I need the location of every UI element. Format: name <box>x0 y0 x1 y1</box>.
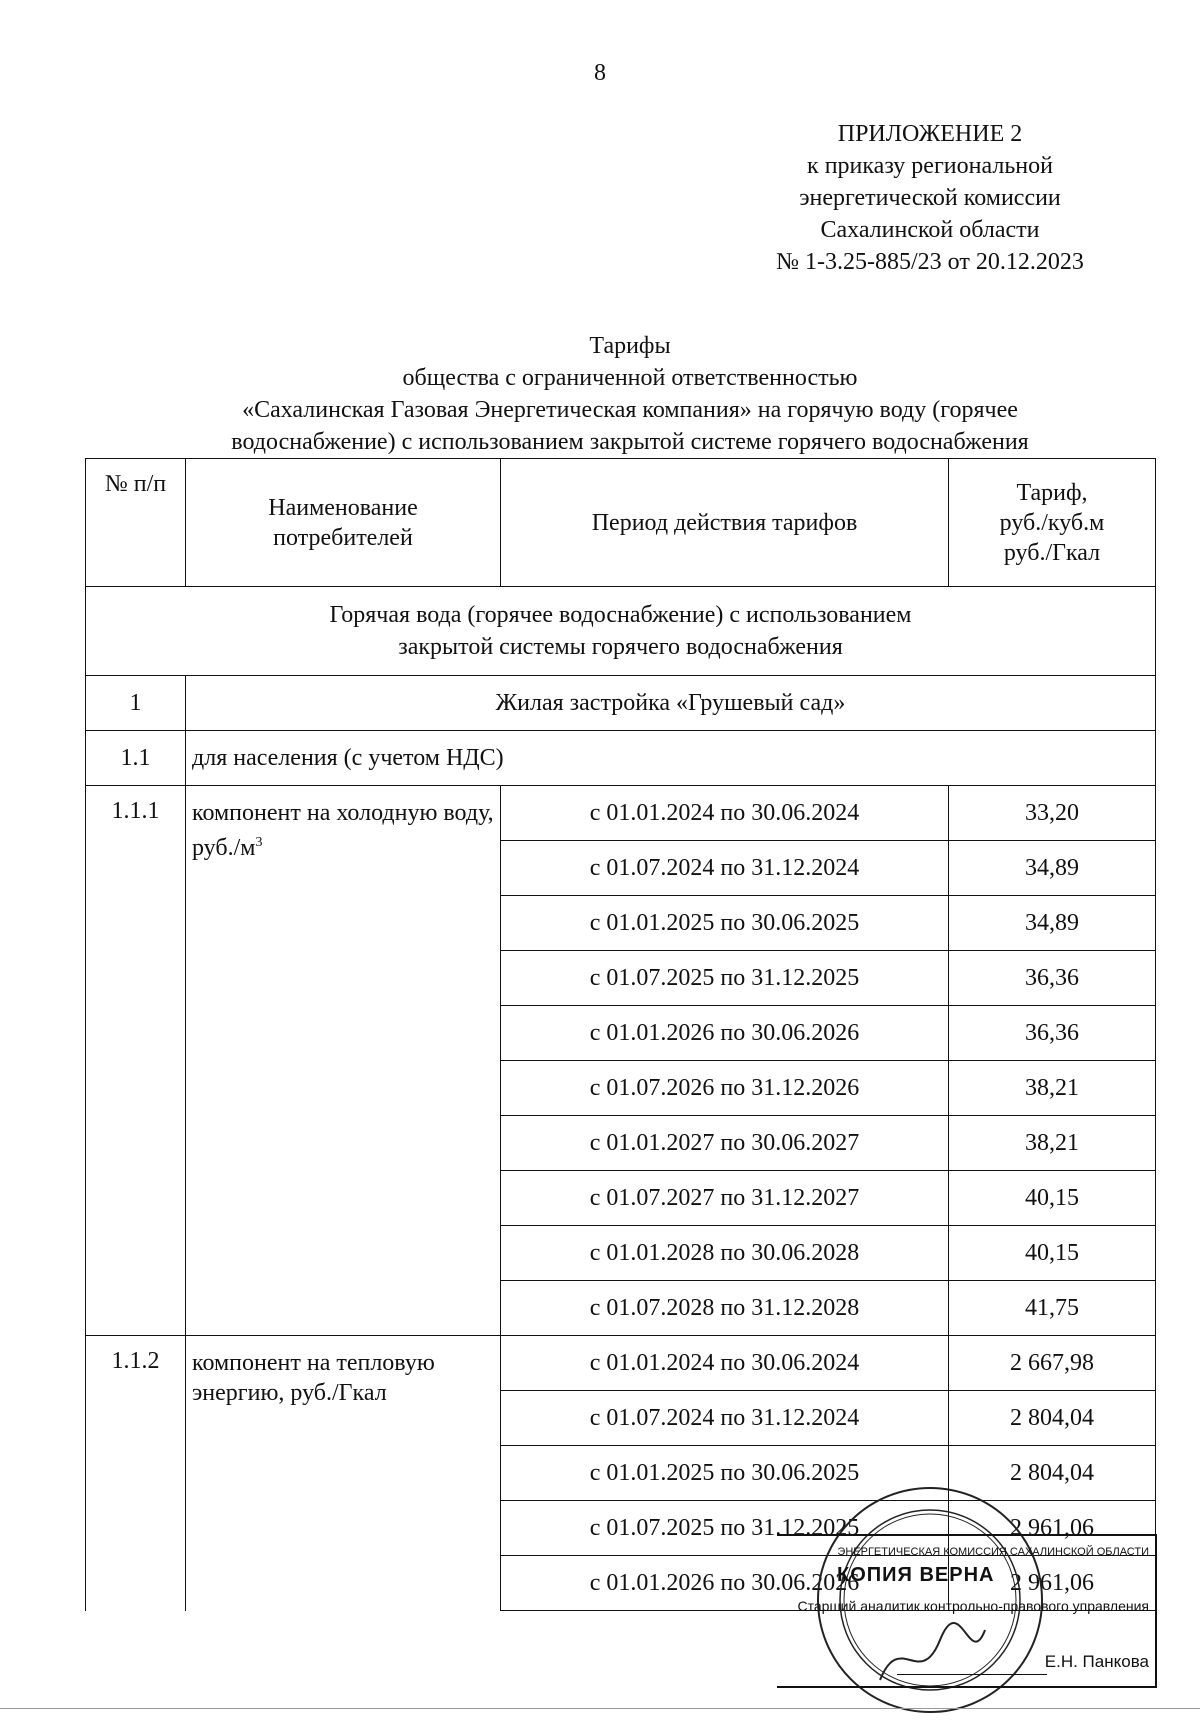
stamp-verified-label: КОПИЯ ВЕРНА <box>837 1564 995 1586</box>
header-name <box>186 459 501 587</box>
page-number: 8 <box>594 60 606 86</box>
title-line: водоснабжение) с использованием закрытой системе горячего водоснабжения <box>231 429 1029 455</box>
component-name <box>186 786 501 1336</box>
signature-line <box>897 1674 1047 1675</box>
header-tariff-line: руб./Гкал <box>1003 539 1101 566</box>
tariff-value: 36,36 <box>949 1006 1156 1061</box>
tariff-period: с 01.01.2027 по 30.06.2027 <box>501 1116 949 1171</box>
stamp-organization: ЭНЕРГЕТИЧЕСКАЯ КОМИССИЯ САХАЛИНСКОЙ ОБЛАСТИ <box>837 1546 1149 1558</box>
tariff-period: с 01.07.2028 по 31.12.2028 <box>501 1281 949 1336</box>
table-row <box>86 1336 1156 1391</box>
table-row <box>86 786 1156 841</box>
header-num: № п/п <box>86 459 186 587</box>
tariff-period: с 01.01.2028 по 30.06.2028 <box>501 1226 949 1281</box>
table-row <box>86 731 1156 786</box>
tariff-period: с 01.01.2025 по 30.06.2025 <box>501 1446 949 1501</box>
copy-certification-stamp <box>777 1534 1157 1688</box>
tariff-period: с 01.07.2026 по 31.12.2026 <box>501 1061 949 1116</box>
tariff-period: с 01.07.2024 по 31.12.2024 <box>501 1391 949 1446</box>
appendix-order-number: № 1-3.25-885/23 от 20.12.2023 <box>776 249 1084 275</box>
title-line: Тарифы <box>589 333 671 359</box>
consumer-group: для населения (с учетом НДС) <box>186 731 1156 786</box>
tariff-period: с 01.07.2027 по 31.12.2027 <box>501 1171 949 1226</box>
row-number: 1 <box>86 676 186 731</box>
tariff-value: 33,20 <box>949 786 1156 841</box>
appendix-line: энергетической комиссии <box>799 185 1061 211</box>
tariff-value: 2 804,04 <box>949 1391 1156 1446</box>
tariff-period: с 01.07.2025 по 31.12.2025 <box>501 951 949 1006</box>
title-line: общества с ограниченной ответственностью <box>402 365 858 391</box>
tariff-value: 2 804,04 <box>949 1446 1156 1501</box>
section-row <box>86 587 1156 676</box>
component-name: компонент на тепловую энергию, руб./Гкал <box>186 1336 501 1611</box>
tariff-value: 38,21 <box>949 1061 1156 1116</box>
tariff-value: 40,15 <box>949 1226 1156 1281</box>
tariff-value: 34,89 <box>949 841 1156 896</box>
tariff-period: с 01.01.2024 по 30.06.2024 <box>501 786 949 841</box>
header-name-line: Наименование <box>268 494 418 521</box>
component-name-text: компонент на холодную воду, руб./м <box>192 800 494 861</box>
appendix-line: к приказу региональной <box>807 153 1053 179</box>
unit-exponent: 3 <box>255 835 263 850</box>
object-name: Жилая застройка «Грушевый сад» <box>186 676 1156 731</box>
tariff-period: с 01.01.2025 по 30.06.2025 <box>501 896 949 951</box>
tariff-value: 2 667,98 <box>949 1336 1156 1391</box>
stamp-position: Старший аналитик контрольно-правового управления <box>797 1598 1149 1614</box>
tariff-value: 36,36 <box>949 951 1156 1006</box>
tariff-value: 34,89 <box>949 896 1156 951</box>
tariff-value: 40,15 <box>949 1171 1156 1226</box>
tariff-period: с 01.07.2025 по 31.12.2025 <box>501 1501 949 1556</box>
row-number: 1.1.2 <box>86 1336 186 1611</box>
header-name-line: потребителей <box>273 524 413 551</box>
appendix-line: Сахалинской области <box>820 217 1040 243</box>
title-line: «Сахалинская Газовая Энергетическая компания» на горячую воду (горячее <box>242 397 1018 423</box>
section-title <box>86 587 1156 676</box>
section-title-line: Горячая вода (горячее водоснабжение) с использованием <box>329 602 912 628</box>
tariff-period: с 01.01.2024 по 30.06.2024 <box>501 1336 949 1391</box>
header-tariff <box>949 459 1156 587</box>
tariff-period: с 01.01.2026 по 30.06.2026 <box>501 1556 949 1611</box>
tariff-period: с 01.07.2024 по 31.12.2024 <box>501 841 949 896</box>
tariff-value: 2 961,06 <box>949 1556 1156 1611</box>
header-period: Период действия тарифов <box>501 459 949 587</box>
row-number: 1.1 <box>86 731 186 786</box>
table-header-row <box>86 459 1156 587</box>
scan-edge-divider <box>0 1708 1200 1709</box>
header-tariff-line: руб./куб.м <box>999 509 1105 536</box>
tariff-value: 2 961,06 <box>949 1501 1156 1556</box>
document-title <box>140 330 1120 458</box>
tariff-value: 41,75 <box>949 1281 1156 1336</box>
row-number: 1.1.1 <box>86 786 186 1336</box>
tariff-value: 38,21 <box>949 1116 1156 1171</box>
tariff-table <box>85 458 1156 1611</box>
stamp-signer: Е.Н. Панкова <box>1044 1652 1149 1671</box>
appendix-line: ПРИЛОЖЕНИЕ 2 <box>837 121 1023 147</box>
header-tariff-line: Тариф, <box>1016 479 1088 506</box>
tariff-period: с 01.01.2026 по 30.06.2026 <box>501 1006 949 1061</box>
table-row <box>86 676 1156 731</box>
section-title-line: закрытой системы горячего водоснабжения <box>398 634 843 660</box>
appendix-block <box>700 118 1160 278</box>
